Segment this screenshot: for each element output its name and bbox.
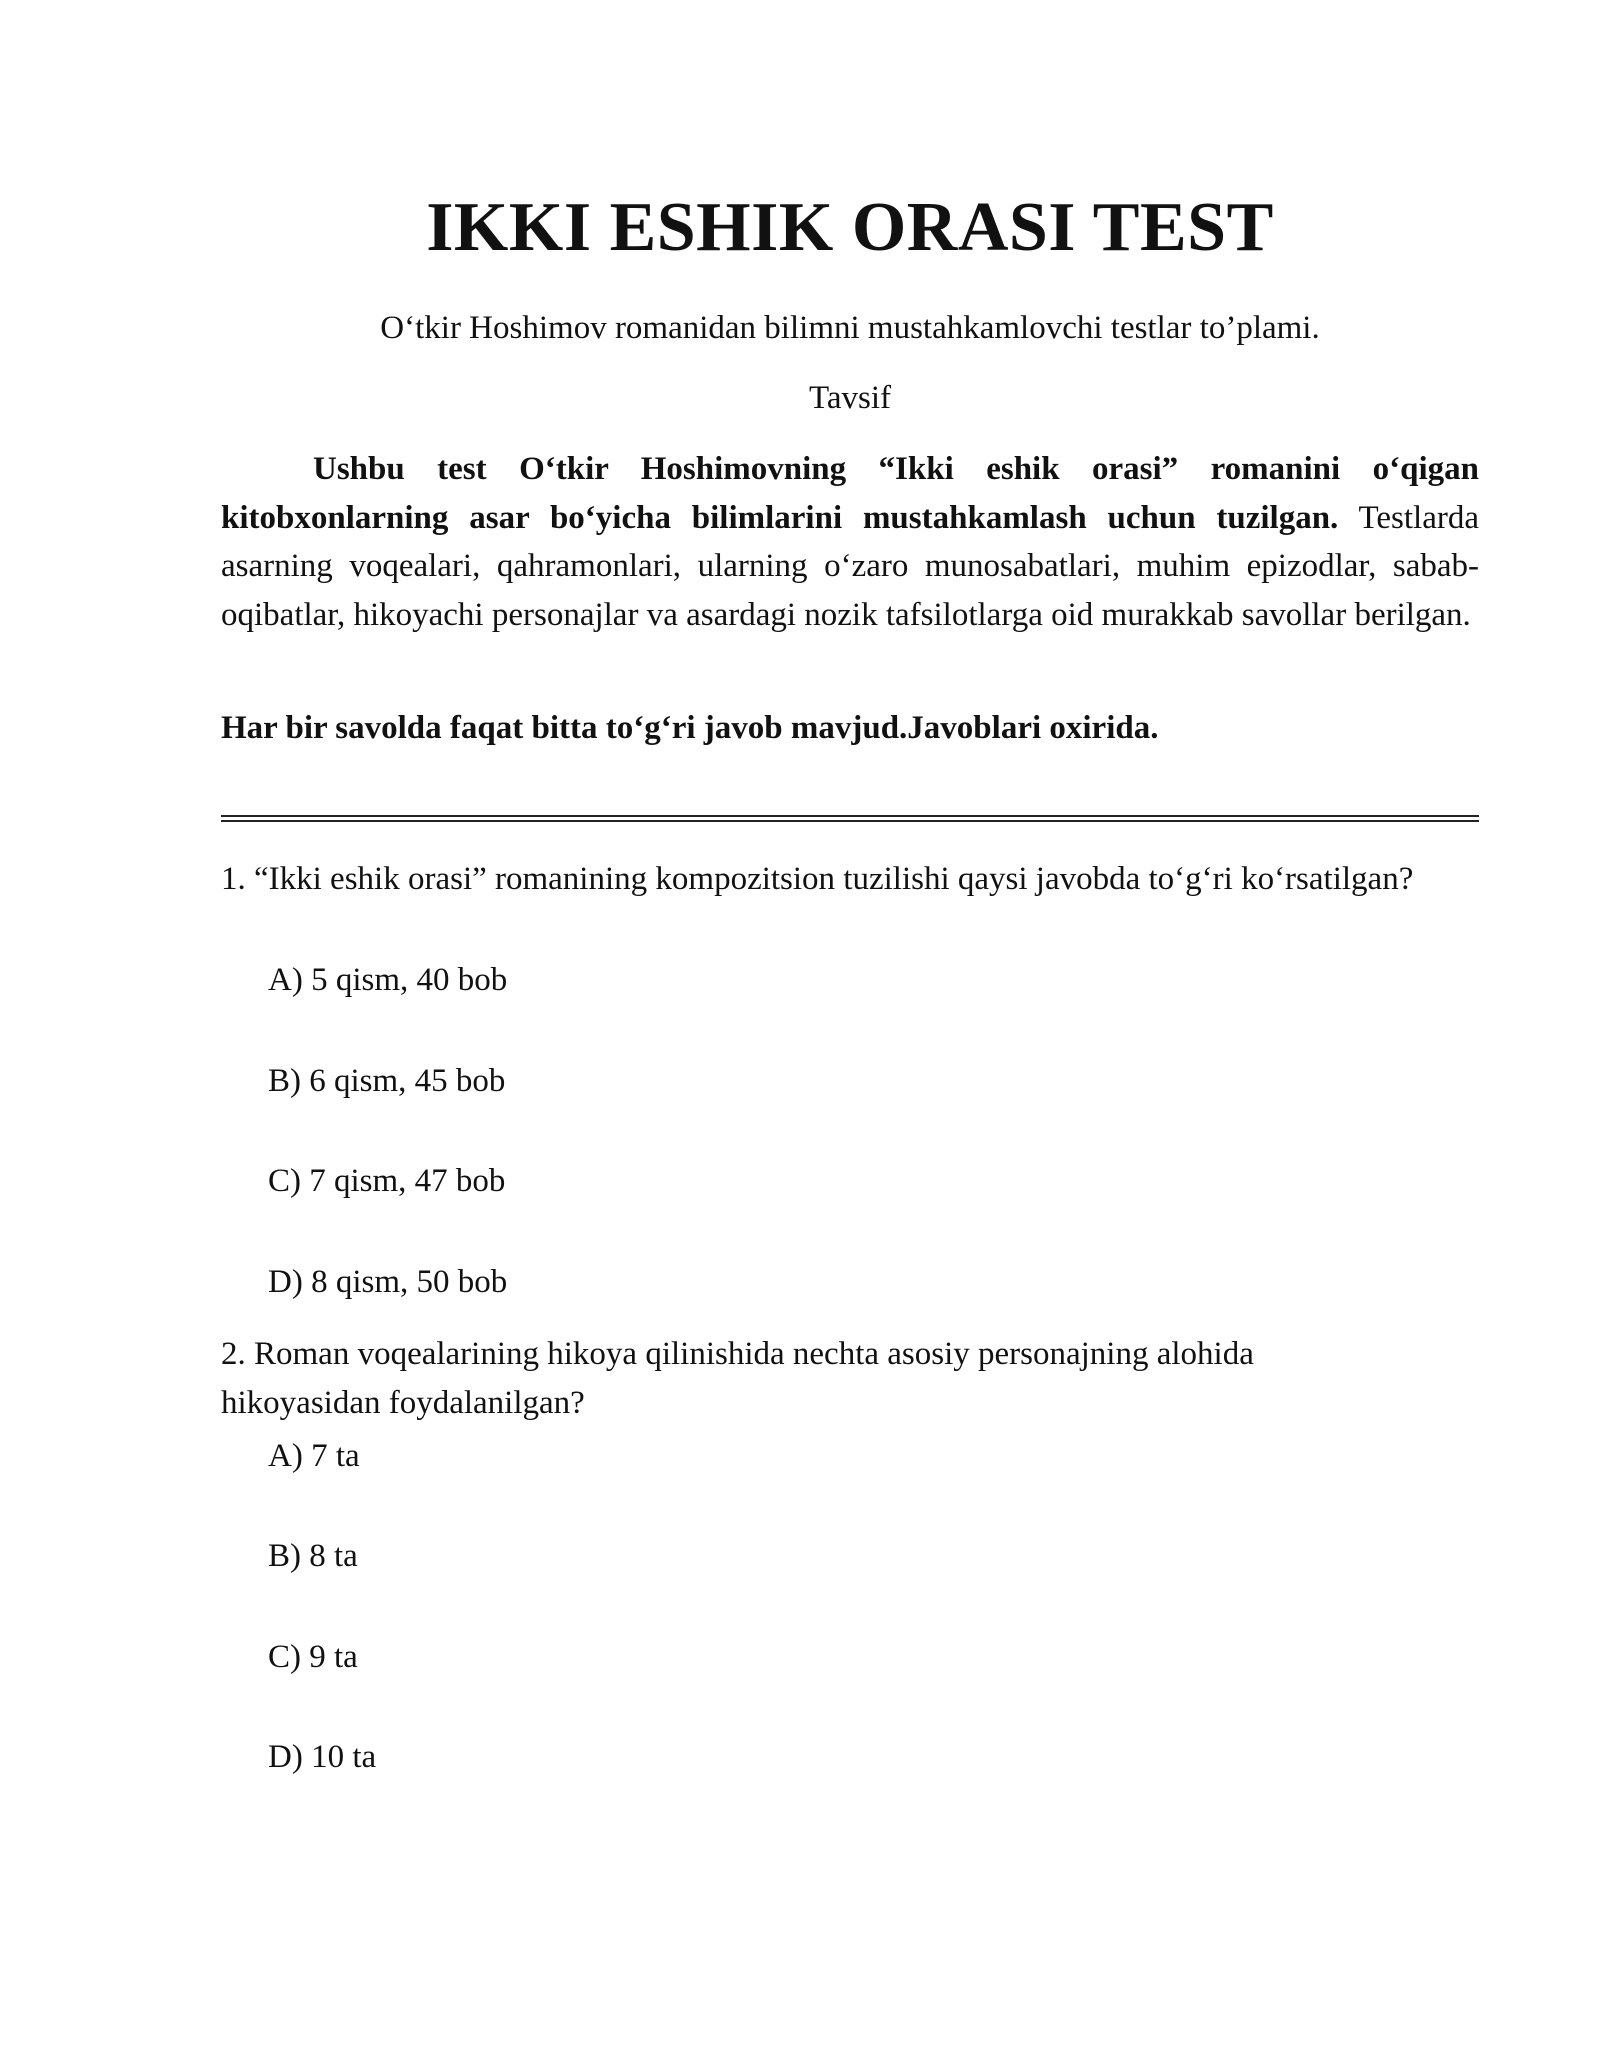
question-2-text: 2. Roman voqealarining hikoya qilinishida nechta asosiy personajning alohida hikoyasidan foydalanilgan? [221, 1336, 1254, 1421]
question-1-option-c: C) 7 qism, 47 bob [268, 1163, 506, 1199]
question-2-option-b: B) 8 ta [268, 1538, 358, 1574]
section-heading: Tavsif [808, 380, 891, 416]
question-1-text: 1. “Ikki eshik orasi” romanining kompozitsion tuzilishi qaysi javobda to‘g‘ri ko‘rsatilgan? [221, 861, 1414, 897]
question-2-option-c: C) 9 ta [268, 1639, 358, 1675]
question-1-option-b: B) 6 qism, 45 bob [268, 1063, 506, 1099]
question-1-option-a: A) 5 qism, 40 bob [268, 962, 508, 998]
question-2-option-d: D) 10 ta [268, 1739, 377, 1775]
question-2-option-a: A) 7 ta [268, 1438, 360, 1474]
description-paragraph [221, 445, 1479, 639]
description-regular-text: Testlarda asarning voqealari, qahramonlari, ularning o‘zaro munosabatlari, muhim epizodlar, sabab-oqibatlar, hikoyachi personajlar va asardagi nozik tafsilotlarga oid murakkab savollar berilgan. [221, 499, 1479, 633]
double-divider [221, 815, 1479, 822]
document-title: IKKI ESHIK ORASI TEST [426, 189, 1274, 266]
document-subtitle: O‘tkir Hoshimov romanidan bilimni mustahkamlovchi testlar to’plami. [380, 310, 1320, 346]
question-1-option-d: D) 8 qism, 50 bob [268, 1264, 508, 1300]
description-bold-text: Ushbu test O‘tkir Hoshimovning “Ikki eshik orasi” romanini o‘qigan kitobxonlarning asar bo‘yicha bilimlarini mustahkamlash uchun tuzilgan. [221, 451, 1479, 536]
instruction-note: Har bir savolda faqat bitta to‘g‘ri javob mavjud.Javoblari oxirida. [221, 710, 1159, 746]
